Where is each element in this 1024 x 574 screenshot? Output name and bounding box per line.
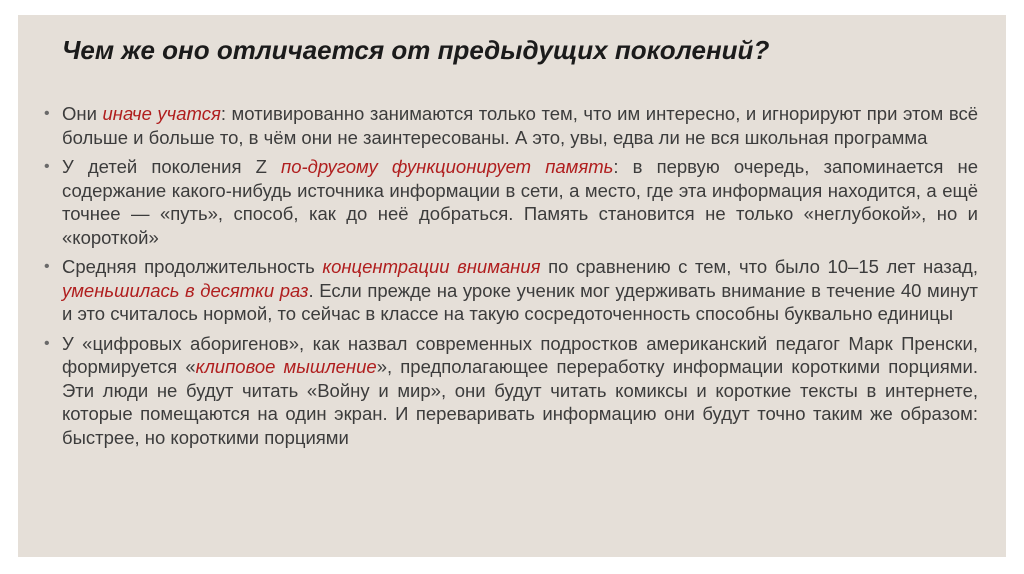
- bullet-marker-icon: •: [44, 158, 50, 175]
- bullet-marker-icon: •: [44, 258, 50, 275]
- bullet-item-attention: [44, 255, 978, 326]
- bullet-text: Они: [62, 103, 103, 124]
- bullet-text: по сравнению с тем, что было 10–15 лет назад,: [540, 256, 978, 277]
- highlight-text: клиповое мышление: [195, 356, 377, 377]
- bullet-marker-icon: •: [44, 334, 50, 352]
- bullet-text: Средняя продолжительность: [62, 256, 323, 277]
- bullet-text: У «цифровых аборигенов», как назвал современных подростков американский педагог Марк Пренски, формируется «: [62, 332, 978, 377]
- bullet-text: : мотивированно занимаются только тем, что им интересно, и игнорируют при этом всё больше и больше то, в чём они не заинтересованы. А это, увы, едва ли не вся школьная программа: [62, 103, 978, 148]
- bullet-item-memory: [44, 155, 978, 249]
- bullet-item-clip-thinking: [44, 332, 978, 450]
- highlight-text: иначе учатся: [102, 103, 221, 124]
- bullet-list: [44, 102, 978, 455]
- bullet-item-learning: [44, 102, 978, 149]
- bullet-text: », предполагающее переработку информации короткими порциями. Эти люди не будут читать «Войну и мир», они будут читать комиксы и короткие тексты в интернете, которые помещаются на один экран. И переваривать информацию они будут точно таким же образом: быстрее, но короткими порциями: [62, 356, 978, 448]
- slide-title: Чем же оно отличается от предыдущих поколений?: [62, 35, 770, 65]
- bullet-text: : в первую очередь, запоминается не содержание какого-нибудь источника информации в сети, а место, где эта информация находится, а ещё точнее — «путь», способ, как до неё добраться. Память становится не только «неглубокой», но и «короткой»: [62, 156, 978, 248]
- highlight-text: по-другому функционирует память: [281, 156, 614, 177]
- highlight-text: уменьшилась в десятки раз: [62, 279, 309, 301]
- slide: [18, 15, 1006, 557]
- bullet-text: У детей поколения Z: [62, 156, 282, 177]
- highlight-text: концентрации внимания: [322, 256, 541, 277]
- bullet-text: . Если прежде на уроке ученик мог удерживать внимание в течение 40 минут и это считалось нормой, то сейчас в классе на такую сосредоточенность способны буквально единицы: [62, 279, 978, 324]
- bullet-marker-icon: •: [44, 105, 50, 122]
